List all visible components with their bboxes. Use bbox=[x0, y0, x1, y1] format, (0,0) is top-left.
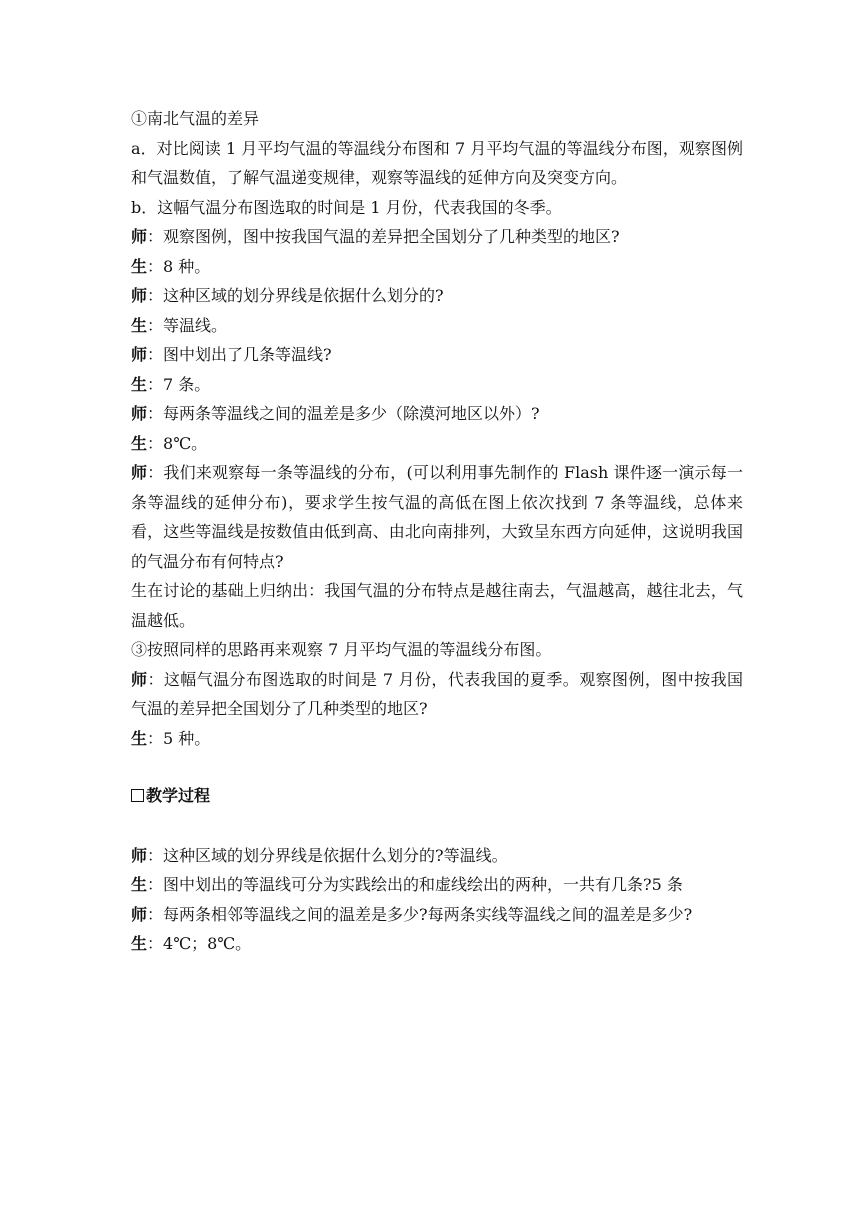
dialogue-text: ：5 种。 bbox=[147, 728, 211, 748]
dialogue-text: ：8℃。 bbox=[147, 433, 208, 453]
dialogue-text: ：每两条等温线之间的温差是多少（除漠河地区以外）? bbox=[147, 404, 540, 423]
speaker-label: 师 bbox=[131, 345, 148, 364]
dialogue-line bbox=[131, 340, 743, 370]
dialogue-text: ：等温线。 bbox=[147, 315, 228, 335]
speaker-label: 生 bbox=[131, 256, 148, 276]
speaker-label: 生 bbox=[131, 875, 148, 894]
dialogue-line bbox=[131, 665, 743, 724]
checkbox-square-icon bbox=[131, 789, 144, 802]
dialogue-text: ：这种区域的划分界线是依据什么划分的? bbox=[147, 286, 444, 305]
section-gap bbox=[131, 811, 743, 841]
dialogue-text: ：每两条相邻等温线之间的温差是多少?每两条实线等温线之间的温差是多少? bbox=[147, 904, 693, 924]
teacher-long-paragraph bbox=[131, 458, 743, 576]
step-3-line: ③按照同样的思路再来观察 7 月平均气温的等温线分布图。 bbox=[131, 640, 552, 659]
dialogue-text: ：这种区域的划分界线是依据什么划分的?等温线。 bbox=[147, 845, 508, 865]
document-body bbox=[131, 104, 743, 959]
dialogue-line bbox=[131, 222, 743, 252]
speaker-label: 生 bbox=[131, 315, 148, 335]
section-gap bbox=[131, 753, 743, 781]
dialogue-line bbox=[131, 929, 743, 959]
dialogue-line bbox=[131, 370, 743, 400]
dialogue-text: ：这幅气温分布图选取的时间是 7 月份，代表我国的夏季。观察图例，图中按我国气温的差异把全国划分了几种类型的地区? bbox=[131, 669, 743, 718]
dialogue-text: ：图中划出的等温线可分为实践绘出的和虚线绘出的两种，一共有几条?5 条 bbox=[147, 875, 683, 894]
speaker-label: 生 bbox=[131, 374, 148, 394]
item-b-paragraph: b．这幅气温分布图选取的时间是 1 月份，代表我国的冬季。 bbox=[131, 197, 562, 217]
dialogue-line bbox=[131, 870, 743, 900]
dialogue-text: ：我们来观察每一条等温线的分布，(可以利用事先制作的 Flash 课件逐一演示每一条等温线的延伸分布)，要求学生按气温的高低在图上依次找到 7 条等温线，总体来看，这些等温线是按数值由低到高、由北向南排列，大致呈东西方向延伸，这说明我国的气温分布有何特点? bbox=[131, 463, 743, 571]
section-title-teaching-process bbox=[131, 781, 743, 811]
dialogue-line bbox=[131, 841, 743, 871]
dialogue-text: ：4℃；8℃。 bbox=[147, 934, 252, 953]
section-title-text: 教学过程 bbox=[146, 786, 211, 805]
speaker-label: 师 bbox=[131, 286, 148, 305]
speaker-label: 生 bbox=[131, 728, 148, 748]
item-a-paragraph: a．对比阅读 1 月平均气温的等温线分布图和 7 月平均气温的等温线分布图，观察图例和气温数值，了解气温递变规律，观察等温线的延伸方向及突变方向。 bbox=[131, 138, 743, 187]
section-heading-south-north: ①南北气温的差异 bbox=[131, 109, 260, 128]
summary-paragraph: 生在讨论的基础上归纳出：我国气温的分布特点是越往南去，气温越高，越往北去，气温越低。 bbox=[131, 581, 743, 630]
dialogue-line bbox=[131, 311, 743, 341]
dialogue-line bbox=[131, 399, 743, 429]
speaker-label: 师 bbox=[131, 463, 148, 482]
dialogue-line bbox=[131, 900, 743, 930]
speaker-label: 师 bbox=[131, 845, 148, 865]
dialogue-text: ：8 种。 bbox=[147, 256, 211, 276]
dialogue-text: ：观察图例，图中按我国气温的差异把全国划分了几种类型的地区? bbox=[147, 227, 620, 246]
dialogue-text: ：图中划出了几条等温线? bbox=[147, 345, 332, 364]
speaker-label: 师 bbox=[131, 669, 148, 689]
speaker-label: 师 bbox=[131, 227, 148, 246]
speaker-label: 师 bbox=[131, 904, 148, 924]
speaker-label: 师 bbox=[131, 404, 148, 423]
dialogue-text: ：7 条。 bbox=[147, 374, 211, 394]
dialogue-line bbox=[131, 281, 743, 311]
dialogue-line bbox=[131, 724, 743, 754]
speaker-label: 生 bbox=[131, 934, 148, 953]
dialogue-line bbox=[131, 252, 743, 282]
speaker-label: 生 bbox=[131, 433, 148, 453]
dialogue-line bbox=[131, 429, 743, 459]
